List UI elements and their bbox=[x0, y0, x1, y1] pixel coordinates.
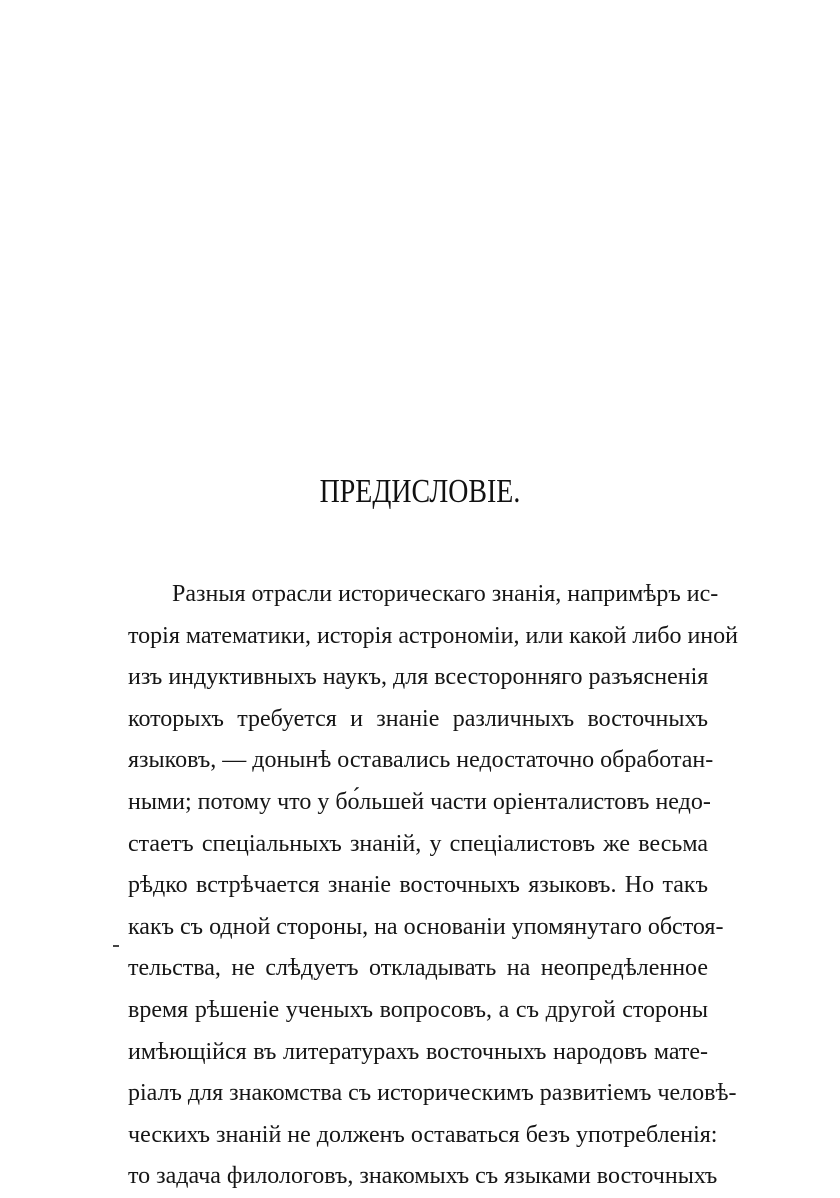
text-line: стаетъ спеціальныхъ знаній, у спеціалистовъ же весьма bbox=[128, 830, 708, 857]
margin-mark bbox=[113, 945, 119, 947]
text-line: ческихъ знаній не долженъ оставаться безъ употребленія: bbox=[128, 1121, 718, 1148]
text-line: Разныя отрасли историческаго знанія, напримѣръ ис- bbox=[172, 581, 719, 607]
text-line: имѣющійся въ литературахъ восточныхъ народовъ мате- bbox=[128, 1038, 708, 1065]
text-line: ными; потому что у бо́льшей части оріенталистовъ недо- bbox=[128, 788, 711, 815]
preface-heading: ПРЕДИСЛОВІЕ. bbox=[319, 473, 521, 510]
text-line: время рѣшеніе ученыхъ вопросовъ, а съ другой стороны bbox=[128, 996, 708, 1023]
text-line: какъ съ одной стороны, на основаніи упомянутаго обстоя- bbox=[128, 913, 724, 940]
text-line: языковъ, — донынѣ оставались недостаточно обработан- bbox=[128, 747, 714, 774]
text-line: тельства, не слѣдуетъ откладывать на неопредѣленное bbox=[128, 955, 708, 982]
text-line: изъ индуктивныхъ наукъ, для всесторонняго разъясненія bbox=[128, 664, 709, 691]
text-line: рѣдко встрѣчается знаніе восточныхъ языковъ. Но такъ bbox=[128, 872, 708, 899]
text-line: ріалъ для знакомства съ историческимъ развитіемъ человѣ- bbox=[128, 1080, 737, 1107]
text-line: которыхъ требуется и знаніе различныхъ восточныхъ bbox=[128, 705, 708, 732]
text-line: торія математики, исторія астрономіи, или какой либо иной bbox=[128, 622, 738, 649]
text-line: то задача филологовъ, знакомыхъ съ языками восточныхъ bbox=[128, 1163, 718, 1190]
preface-body bbox=[128, 574, 738, 1198]
